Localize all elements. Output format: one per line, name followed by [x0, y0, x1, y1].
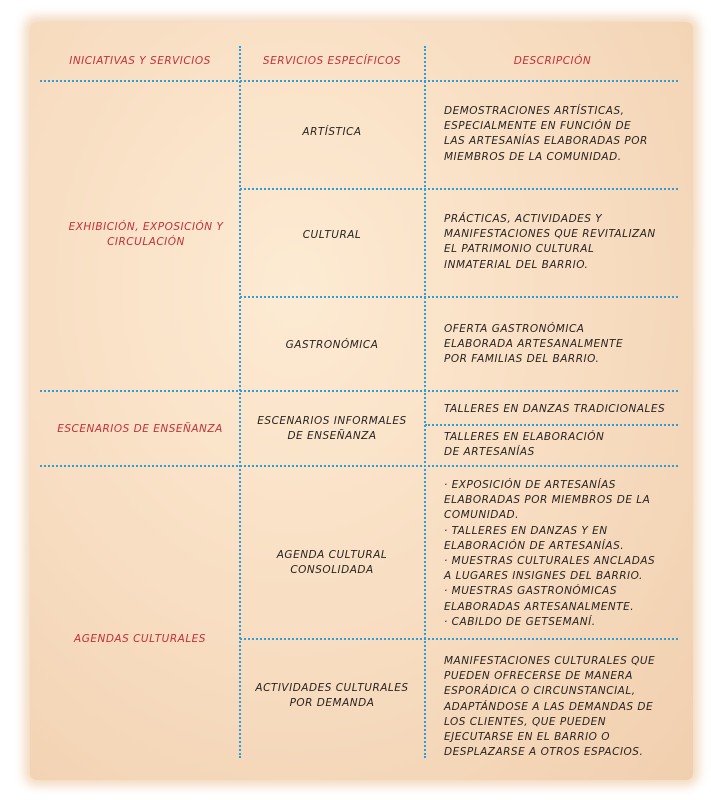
row-divider-group-1 [40, 390, 678, 392]
service-gastronomica: GASTRONÓMICA [285, 339, 379, 351]
service-cultural: CULTURAL [302, 229, 362, 241]
header-divider [40, 80, 678, 82]
agenda-bullet-4: · MUESTRAS GASTRONÓMICAS ELABORADAS ARTESANALMENTE. [444, 585, 635, 613]
description-talleres-danzas: TALLERES EN DANZAS TRADICIONALES [444, 403, 666, 415]
column-divider-2 [424, 46, 426, 758]
agenda-bullet-1: · EXPOSICIÓN DE ARTESANÍAS ELABORADAS POR MIEMBROS DE LA COMUNIDAD. [444, 479, 651, 522]
description-artistica: DEMOSTRACIONES ARTÍSTICAS, ESPECIALMENTE EN FUNCIÓN DE LAS ARTESANÍAS ELABORADAS POR MIEMBROS DE LA COMUNIDAD. [444, 105, 648, 163]
initiative-escenarios: ESCENARIOS DE ENSEÑANZA [57, 423, 223, 435]
agenda-bullet-3: · MUESTRAS CULTURALES ANCLADAS A LUGARES INSIGNES DEL BARRIO. [444, 555, 656, 583]
service-agenda-consolidada: AGENDA CULTURAL CONSOLIDADA [276, 549, 388, 577]
initiative-agendas: AGENDAS CULTURALES [74, 633, 206, 645]
agenda-bullet-2: · TALLERES EN DANZAS Y EN ELABORACIÓN DE ARTESANÍAS. [444, 524, 625, 552]
description-talleres-artesanias: TALLERES EN ELABORACIÓN DE ARTESANÍAS [444, 431, 605, 459]
service-escenarios-informales: ESCENARIOS INFORMALES DE ENSEÑANZA [257, 415, 407, 443]
row-divider-talleres [425, 424, 678, 426]
description-agenda-consolidada [444, 478, 656, 630]
agenda-bullet-5: · CABILDO DE GETSEMANÍ. [444, 615, 596, 628]
description-gastronomica: OFERTA GASTRONÓMICA ELABORADA ARTESANALMENTE POR FAMILIAS DEL BARRIO. [444, 323, 624, 366]
header-iniciativas: INICIATIVAS Y SERVICIOS [69, 55, 211, 67]
initiative-exhibicion: EXHIBICIÓN, EXPOSICIÓN Y CIRCULACIÓN [68, 221, 224, 249]
row-divider-artistica-cultural [240, 188, 678, 190]
description-cultural: PRÁCTICAS, ACTIVIDADES Y MANIFESTACIONES QUE REVITALIZAN EL PATRIMONIO CULTURAL INMATERIAL DEL BARRIO. [444, 213, 656, 271]
column-divider-1 [239, 46, 241, 758]
description-actividades-demanda: MANIFESTACIONES CULTURALES QUE PUEDEN OFRECERSE DE MANERA ESPORÁDICA O CIRCUNSTANCIAL, ADAPTÁNDOSE A LAS DEMANDAS DE LOS CLIENTES, QUE PUEDEN EJECUTARSE EN EL BARRIO O DESPLAZARSE A OTROS ESPACIOS. [444, 655, 656, 759]
row-divider-group-2 [40, 465, 678, 467]
row-divider-agenda [240, 638, 678, 640]
header-servicios-especificos: SERVICIOS ESPECÍFICOS [262, 55, 402, 67]
service-artistica: ARTÍSTICA [302, 126, 362, 138]
row-divider-cultural-gastronomica [240, 296, 678, 298]
service-actividades-demanda: ACTIVIDADES CULTURALES POR DEMANDA [255, 682, 409, 710]
header-descripcion: DESCRIPCIÓN [513, 55, 592, 67]
